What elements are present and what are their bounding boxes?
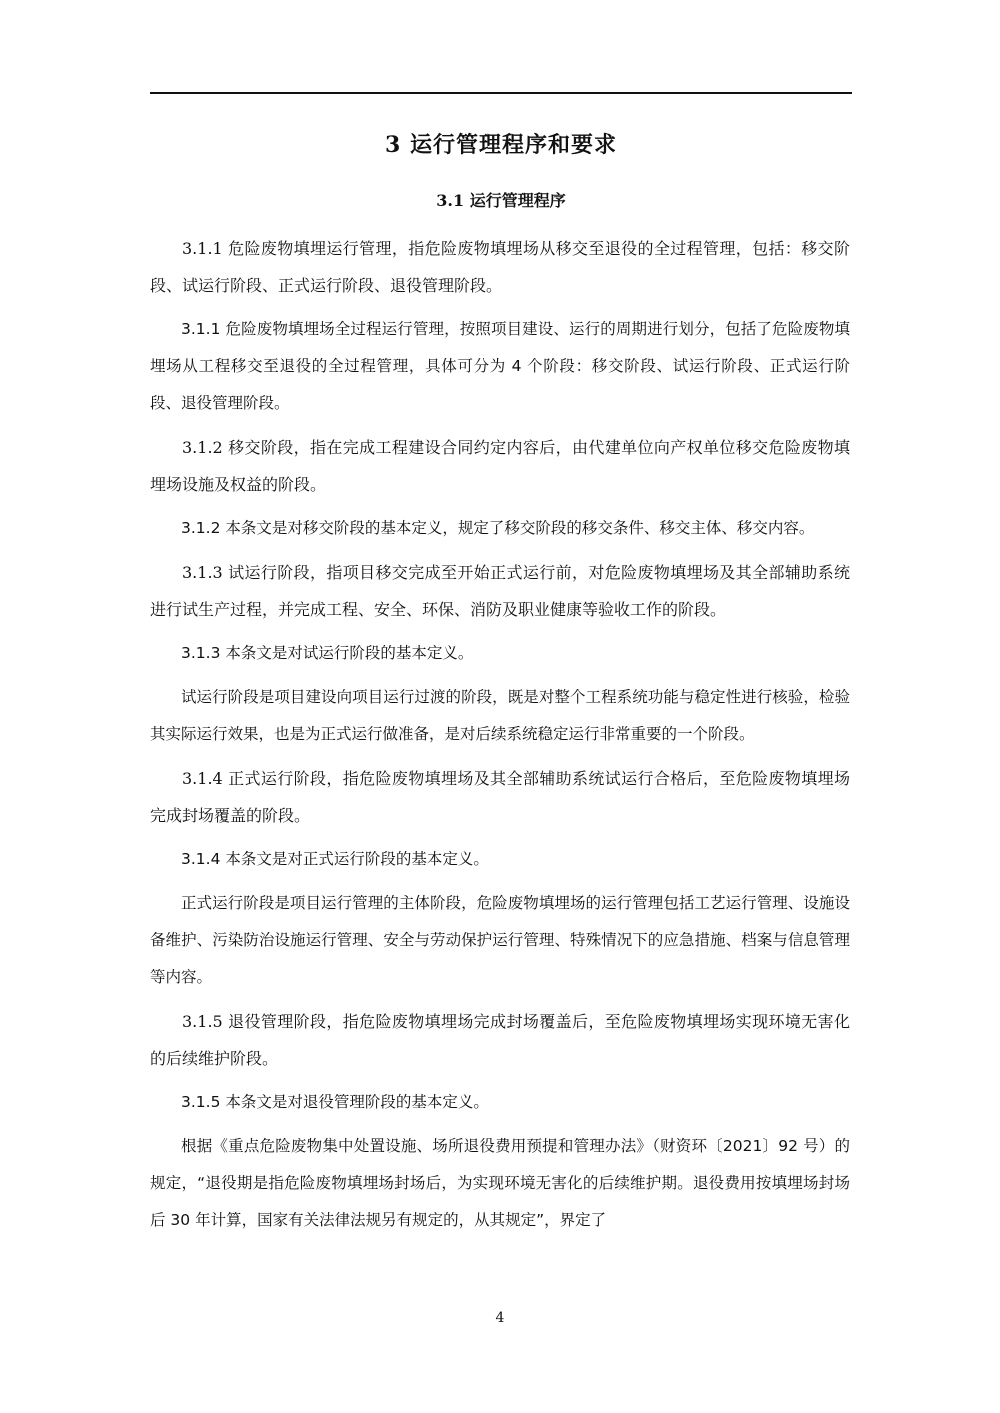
clause-3-1-1: 3.1.1 危险废物填埋运行管理，指危险废物填埋场从移交至退役的全过程管理，包括：移交阶段、试运行阶段、正式运行阶段、退役管理阶段。 bbox=[150, 239, 850, 295]
explanation-3-1-1: 3.1.1 危险废物填埋场全过程运行管理，按照项目建设、运行的周期进行划分，包括了危险废物填埋场从工程移交至退役的全过程管理，具体可分为 4 个阶段：移交阶段、试运行阶段、正式运行阶段、退役管理阶段。 bbox=[150, 320, 850, 412]
clause-3-1-3: 3.1.3 试运行阶段，指项目移交完成至开始正式运行前，对危险废物填埋场及其全部辅助系统进行试生产过程，并完成工程、安全、环保、消防及职业健康等验收工作的阶段。 bbox=[150, 563, 850, 619]
clause-3-1-4: 3.1.4 正式运行阶段，指危险废物填埋场及其全部辅助系统试运行合格后，至危险废物填埋场完成封场覆盖的阶段。 bbox=[150, 769, 850, 825]
body-text bbox=[150, 230, 850, 1246]
page-number: 4 bbox=[495, 1310, 505, 1326]
explanation-3-1-5-detail: 根据《重点危险废物集中处置设施、场所退役费用预提和管理办法》（财资环〔2021〕92 号）的规定，“退役期是指危险废物填埋场封场后，为实现环境无害化的后续维护期。退役费用按填埋场封场后 30 年计算，国家有关法律法规另有规定的，从其规定”，界定了 bbox=[150, 1137, 850, 1229]
explanation-3-1-2: 3.1.2 本条文是对移交阶段的基本定义，规定了移交阶段的移交条件、移交主体、移交内容。 bbox=[181, 519, 815, 537]
header-rule bbox=[150, 92, 852, 94]
explanation-3-1-3-detail: 试运行阶段是项目建设向项目运行过渡的阶段，既是对整个工程系统功能与稳定性进行核验，检验其实际运行效果，也是为正式运行做准备，是对后续系统稳定运行非常重要的一个阶段。 bbox=[150, 688, 850, 743]
explanation-3-1-4: 3.1.4 本条文是对正式运行阶段的基本定义。 bbox=[181, 850, 489, 868]
explanation-3-1-5: 3.1.5 本条文是对退役管理阶段的基本定义。 bbox=[181, 1093, 489, 1111]
section-title: 3.1 运行管理程序 bbox=[436, 191, 566, 210]
explanation-3-1-4-detail: 正式运行阶段是项目运行管理的主体阶段，危险废物填埋场的运行管理包括工艺运行管理、设施设备维护、污染防治设施运行管理、安全与劳动保护运行管理、特殊情况下的应急措施、档案与信息管理等内容。 bbox=[150, 894, 850, 986]
clause-3-1-5: 3.1.5 退役管理阶段，指危险废物填埋场完成封场覆盖后，至危险废物填埋场实现环境无害化的后续维护阶段。 bbox=[150, 1012, 850, 1068]
explanation-3-1-3: 3.1.3 本条文是对试运行阶段的基本定义。 bbox=[181, 644, 474, 662]
clause-3-1-2: 3.1.2 移交阶段，指在完成工程建设合同约定内容后，由代建单位向产权单位移交危险废物填埋场设施及权益的阶段。 bbox=[150, 438, 850, 494]
chapter-title: 3 运行管理程序和要求 bbox=[385, 132, 617, 158]
